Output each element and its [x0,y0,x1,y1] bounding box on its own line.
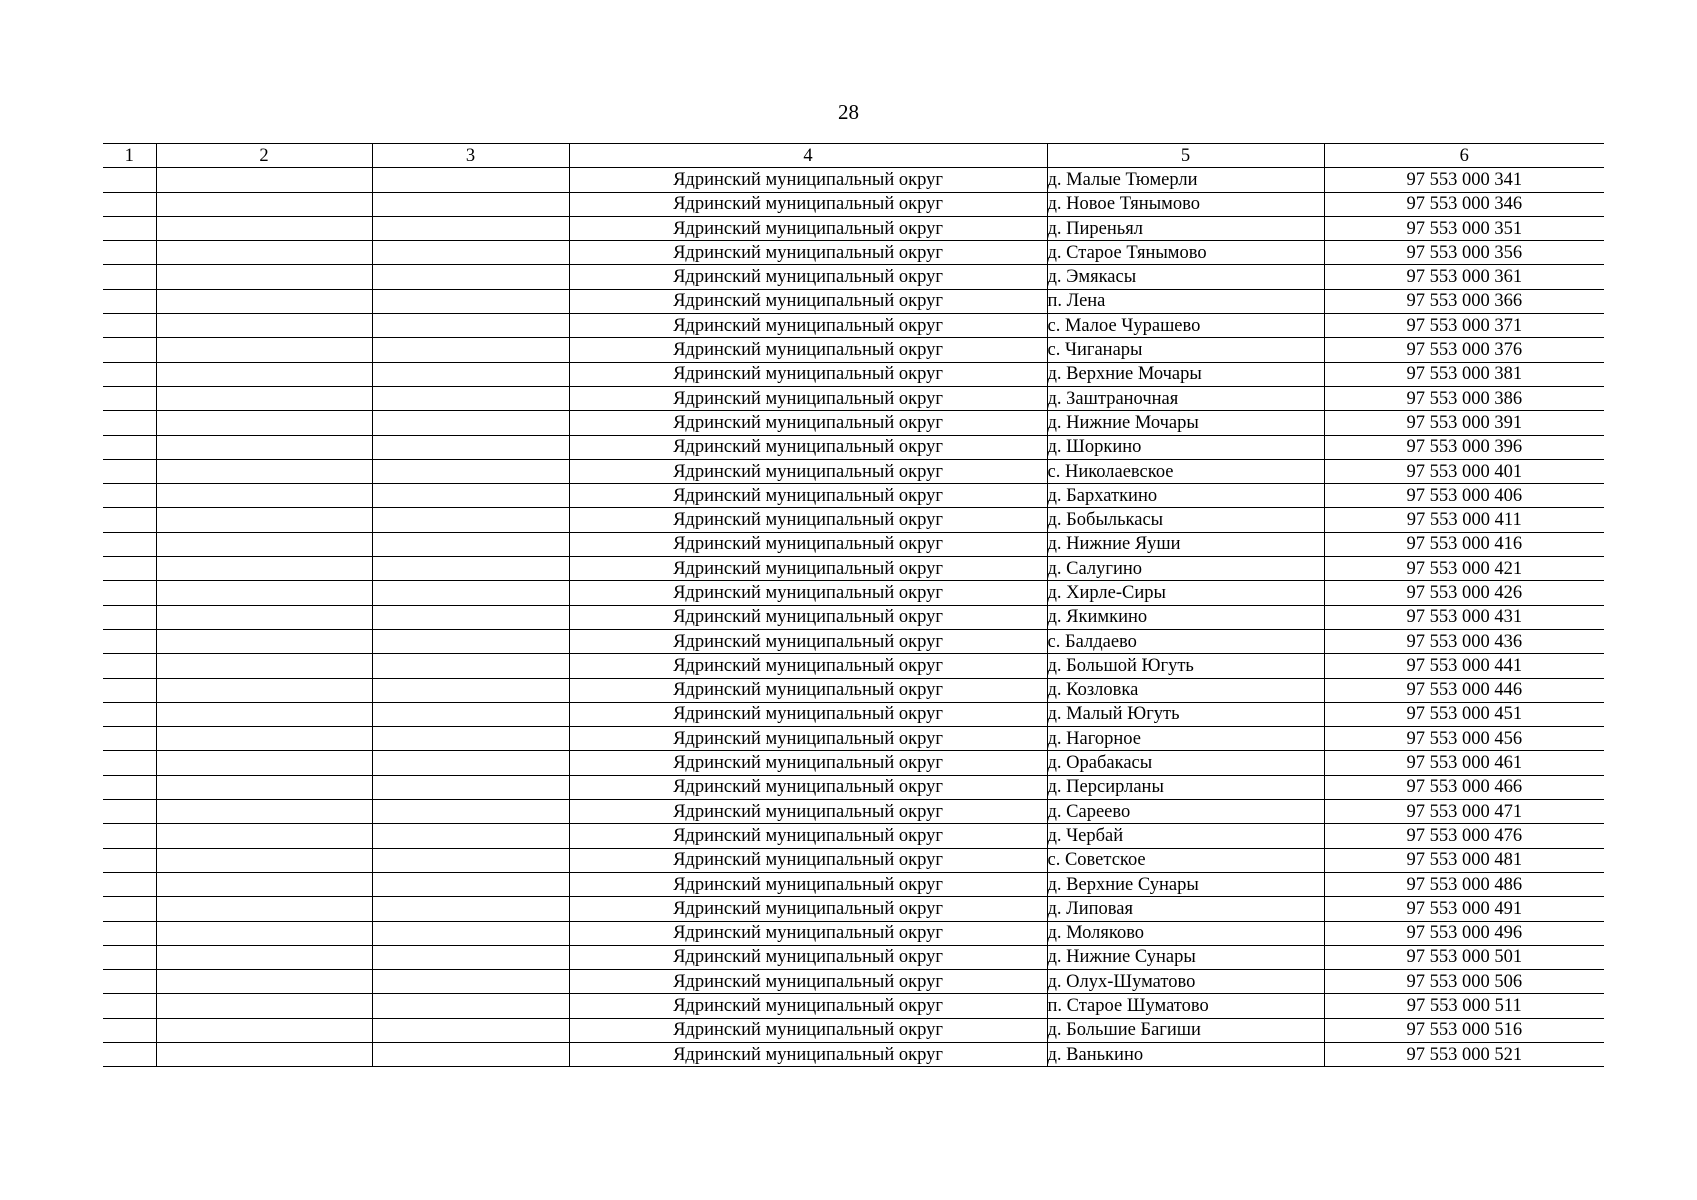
settlement-cell: д. Шоркино [1047,435,1324,459]
settlement-cell: с. Николаевское [1047,459,1324,483]
settlement-cell: д. Малые Тюмерли [1047,168,1324,192]
settlement-cell: д. Моляково [1047,921,1324,945]
column-3-cell [372,289,569,313]
municipality-cell: Ядринский муниципальный округ [569,581,1047,605]
oktmo-code-cell: 97 553 000 486 [1324,872,1604,896]
oktmo-code-cell: 97 553 000 456 [1324,727,1604,751]
column-3-cell [372,994,569,1018]
municipality-cell: Ядринский муниципальный округ [569,435,1047,459]
settlement-cell: с. Балдаево [1047,629,1324,653]
column-2-cell [156,678,372,702]
settlement-cell: д. Ванькино [1047,1042,1324,1066]
column-3-cell [372,484,569,508]
table-row [103,216,1604,240]
oktmo-code-cell: 97 553 000 356 [1324,241,1604,265]
oktmo-code-cell: 97 553 000 496 [1324,921,1604,945]
oktmo-code-cell: 97 553 000 366 [1324,289,1604,313]
table-body [103,168,1604,1067]
column-2-cell [156,629,372,653]
table-row [103,654,1604,678]
municipality-cell: Ядринский муниципальный округ [569,192,1047,216]
column-3-cell [372,557,569,581]
row-number-cell [103,727,156,751]
row-number-cell [103,702,156,726]
row-number-cell [103,411,156,435]
column-3-cell [372,702,569,726]
table-row [103,702,1604,726]
table-row [103,557,1604,581]
municipality-cell: Ядринский муниципальный округ [569,265,1047,289]
column-2-cell [156,557,372,581]
column-2-cell [156,824,372,848]
municipality-cell: Ядринский муниципальный округ [569,605,1047,629]
column-3-cell [372,605,569,629]
column-3-cell [372,265,569,289]
settlement-cell: д. Пиреньял [1047,216,1324,240]
settlement-cell: с. Советское [1047,848,1324,872]
oktmo-code-cell: 97 553 000 481 [1324,848,1604,872]
row-number-cell [103,508,156,532]
row-number-cell [103,848,156,872]
oktmo-code-cell: 97 553 000 446 [1324,678,1604,702]
settlement-cell: п. Старое Шуматово [1047,994,1324,1018]
municipality-cell: Ядринский муниципальный округ [569,702,1047,726]
oktmo-code-cell: 97 553 000 396 [1324,435,1604,459]
municipality-cell: Ядринский муниципальный округ [569,775,1047,799]
column-2-cell [156,581,372,605]
table-row [103,629,1604,653]
column-2-cell [156,265,372,289]
municipality-cell: Ядринский муниципальный округ [569,314,1047,338]
table-header [103,144,1604,168]
municipality-cell: Ядринский муниципальный округ [569,824,1047,848]
column-3-cell [372,362,569,386]
municipality-cell: Ядринский муниципальный округ [569,557,1047,581]
table-row [103,678,1604,702]
column-2-cell [156,970,372,994]
column-2-cell [156,848,372,872]
table-row [103,314,1604,338]
column-2-cell [156,386,372,410]
oktmo-code-cell: 97 553 000 341 [1324,168,1604,192]
municipality-cell: Ядринский муниципальный округ [569,629,1047,653]
page-number: 28 [838,100,859,124]
column-3-cell [372,872,569,896]
column-2-cell [156,751,372,775]
row-number-cell [103,751,156,775]
oktmo-code-cell: 97 553 000 476 [1324,824,1604,848]
column-2-cell [156,775,372,799]
municipality-cell: Ядринский муниципальный округ [569,216,1047,240]
settlement-cell: д. Верхние Сунары [1047,872,1324,896]
oktmo-code-cell: 97 553 000 416 [1324,532,1604,556]
oktmo-code-cell: 97 553 000 461 [1324,751,1604,775]
column-3-cell [372,897,569,921]
column-3-cell [372,824,569,848]
table-row [103,800,1604,824]
row-number-cell [103,678,156,702]
oktmo-code-cell: 97 553 000 371 [1324,314,1604,338]
municipality-cell: Ядринский муниципальный округ [569,1018,1047,1042]
column-3-cell [372,459,569,483]
column-2-cell [156,1018,372,1042]
oktmo-code-cell: 97 553 000 506 [1324,970,1604,994]
column-2-cell [156,289,372,313]
table-row [103,435,1604,459]
table-row [103,338,1604,362]
municipality-cell: Ядринский муниципальный округ [569,411,1047,435]
oktmo-code-cell: 97 553 000 381 [1324,362,1604,386]
column-2-cell [156,362,372,386]
column-2-cell [156,168,372,192]
row-number-cell [103,241,156,265]
municipality-cell: Ядринский муниципальный округ [569,872,1047,896]
column-3-cell [372,411,569,435]
column-2-cell [156,338,372,362]
settlement-cell: д. Нагорное [1047,727,1324,751]
settlement-cell: д. Нижние Яуши [1047,532,1324,556]
column-2-cell [156,872,372,896]
municipality-cell: Ядринский муниципальный округ [569,848,1047,872]
column-2-cell [156,1042,372,1066]
row-number-cell [103,800,156,824]
row-number-cell [103,605,156,629]
column-2-cell [156,605,372,629]
column-3-cell [372,508,569,532]
oktmo-code-cell: 97 553 000 401 [1324,459,1604,483]
column-2-cell [156,945,372,969]
settlement-cell: с. Малое Чурашево [1047,314,1324,338]
column-3-cell [372,945,569,969]
table-row [103,921,1604,945]
column-3-cell [372,192,569,216]
column-3-cell [372,1042,569,1066]
table-row [103,605,1604,629]
table-row [103,897,1604,921]
column-3-cell [372,629,569,653]
municipality-cell: Ядринский муниципальный округ [569,751,1047,775]
oktmo-code-cell: 97 553 000 426 [1324,581,1604,605]
settlement-cell: с. Чиганары [1047,338,1324,362]
row-number-cell [103,216,156,240]
settlement-cell: д. Чербай [1047,824,1324,848]
header-row [103,144,1604,168]
column-3-cell [372,848,569,872]
column-2-cell [156,532,372,556]
oktmo-code-cell: 97 553 000 351 [1324,216,1604,240]
oktmo-code-cell: 97 553 000 386 [1324,386,1604,410]
table-row [103,362,1604,386]
column-3-cell [372,241,569,265]
column-3-cell [372,532,569,556]
table-row [103,168,1604,192]
column-header-4: 4 [569,144,1047,168]
row-number-cell [103,1018,156,1042]
municipality-cell: Ядринский муниципальный округ [569,386,1047,410]
oktmo-code-cell: 97 553 000 421 [1324,557,1604,581]
municipality-cell: Ядринский муниципальный округ [569,168,1047,192]
municipality-cell: Ядринский муниципальный округ [569,897,1047,921]
column-3-cell [372,775,569,799]
table-row [103,945,1604,969]
table-row [103,192,1604,216]
settlement-cell: д. Бархаткино [1047,484,1324,508]
table-row [103,289,1604,313]
settlement-cell: д. Новое Тянымово [1047,192,1324,216]
column-3-cell [372,386,569,410]
row-number-cell [103,994,156,1018]
table-row [103,386,1604,410]
row-number-cell [103,775,156,799]
row-number-cell [103,532,156,556]
oktmo-code-cell: 97 553 000 491 [1324,897,1604,921]
municipality-cell: Ядринский муниципальный округ [569,289,1047,313]
settlement-cell: д. Эмякасы [1047,265,1324,289]
municipality-cell: Ядринский муниципальный округ [569,945,1047,969]
municipality-cell: Ядринский муниципальный округ [569,921,1047,945]
settlement-cell: д. Сареево [1047,800,1324,824]
settlement-cell: д. Нижние Сунары [1047,945,1324,969]
column-3-cell [372,727,569,751]
municipality-cell: Ядринский муниципальный округ [569,994,1047,1018]
row-number-cell [103,314,156,338]
column-2-cell [156,484,372,508]
column-3-cell [372,654,569,678]
settlement-cell: д. Большие Багиши [1047,1018,1324,1042]
oktmo-code-cell: 97 553 000 431 [1324,605,1604,629]
municipality-cell: Ядринский муниципальный округ [569,459,1047,483]
column-2-cell [156,654,372,678]
row-number-cell [103,970,156,994]
municipality-cell: Ядринский муниципальный округ [569,241,1047,265]
column-2-cell [156,314,372,338]
column-2-cell [156,192,372,216]
settlement-cell: д. Персирланы [1047,775,1324,799]
table-row [103,265,1604,289]
column-3-cell [372,1018,569,1042]
oktmo-code-cell: 97 553 000 406 [1324,484,1604,508]
column-2-cell [156,508,372,532]
table-row [103,581,1604,605]
table-row [103,872,1604,896]
settlements-table [103,143,1604,1067]
settlement-cell: д. Малый Югуть [1047,702,1324,726]
municipality-cell: Ядринский муниципальный округ [569,338,1047,362]
municipality-cell: Ядринский муниципальный округ [569,727,1047,751]
row-number-cell [103,362,156,386]
oktmo-code-cell: 97 553 000 376 [1324,338,1604,362]
column-2-cell [156,727,372,751]
table-row [103,751,1604,775]
column-3-cell [372,168,569,192]
table-row [103,459,1604,483]
table-row [103,241,1604,265]
column-3-cell [372,435,569,459]
row-number-cell [103,265,156,289]
oktmo-code-cell: 97 553 000 436 [1324,629,1604,653]
settlement-cell: д. Бобылькасы [1047,508,1324,532]
row-number-cell [103,1042,156,1066]
column-header-2: 2 [156,144,372,168]
settlement-cell: д. Якимкино [1047,605,1324,629]
oktmo-code-cell: 97 553 000 516 [1324,1018,1604,1042]
table-row [103,484,1604,508]
column-3-cell [372,970,569,994]
row-number-cell [103,484,156,508]
row-number-cell [103,386,156,410]
settlement-cell: д. Нижние Мочары [1047,411,1324,435]
column-2-cell [156,921,372,945]
row-number-cell [103,459,156,483]
oktmo-code-cell: 97 553 000 361 [1324,265,1604,289]
table-row [103,848,1604,872]
oktmo-code-cell: 97 553 000 511 [1324,994,1604,1018]
table-row [103,970,1604,994]
oktmo-code-cell: 97 553 000 411 [1324,508,1604,532]
settlement-cell: д. Хирле-Сиры [1047,581,1324,605]
column-2-cell [156,241,372,265]
column-2-cell [156,216,372,240]
column-3-cell [372,800,569,824]
column-2-cell [156,435,372,459]
column-header-3: 3 [372,144,569,168]
municipality-cell: Ядринский муниципальный округ [569,508,1047,532]
row-number-cell [103,168,156,192]
settlement-cell: д. Салугино [1047,557,1324,581]
municipality-cell: Ядринский муниципальный округ [569,654,1047,678]
row-number-cell [103,192,156,216]
column-3-cell [372,678,569,702]
table-row [103,727,1604,751]
column-2-cell [156,459,372,483]
municipality-cell: Ядринский муниципальный округ [569,800,1047,824]
table-row [103,411,1604,435]
column-3-cell [372,216,569,240]
settlement-cell: п. Лена [1047,289,1324,313]
column-3-cell [372,338,569,362]
settlement-cell: д. Старое Тянымово [1047,241,1324,265]
column-2-cell [156,411,372,435]
column-3-cell [372,314,569,338]
column-2-cell [156,994,372,1018]
column-3-cell [372,751,569,775]
settlement-cell: д. Козловка [1047,678,1324,702]
column-3-cell [372,581,569,605]
settlement-cell: д. Большой Югуть [1047,654,1324,678]
municipality-cell: Ядринский муниципальный округ [569,532,1047,556]
settlement-cell: д. Липовая [1047,897,1324,921]
table-row [103,532,1604,556]
oktmo-code-cell: 97 553 000 466 [1324,775,1604,799]
column-2-cell [156,897,372,921]
settlement-cell: д. Олух-Шуматово [1047,970,1324,994]
row-number-cell [103,629,156,653]
oktmo-code-cell: 97 553 000 521 [1324,1042,1604,1066]
settlement-cell: д. Заштраночная [1047,386,1324,410]
oktmo-code-cell: 97 553 000 501 [1324,945,1604,969]
column-header-1: 1 [103,144,156,168]
oktmo-code-cell: 97 553 000 441 [1324,654,1604,678]
table-row [103,1018,1604,1042]
oktmo-code-cell: 97 553 000 451 [1324,702,1604,726]
settlement-cell: д. Орабакасы [1047,751,1324,775]
column-2-cell [156,702,372,726]
row-number-cell [103,872,156,896]
column-2-cell [156,800,372,824]
row-number-cell [103,289,156,313]
row-number-cell [103,581,156,605]
table-row [103,824,1604,848]
municipality-cell: Ядринский муниципальный округ [569,362,1047,386]
municipality-cell: Ядринский муниципальный округ [569,970,1047,994]
table-row [103,1042,1604,1066]
municipality-cell: Ядринский муниципальный округ [569,484,1047,508]
column-header-5: 5 [1047,144,1324,168]
oktmo-code-cell: 97 553 000 471 [1324,800,1604,824]
column-header-6: 6 [1324,144,1604,168]
table-row [103,775,1604,799]
row-number-cell [103,897,156,921]
municipality-cell: Ядринский муниципальный округ [569,1042,1047,1066]
row-number-cell [103,338,156,362]
oktmo-code-cell: 97 553 000 391 [1324,411,1604,435]
municipality-cell: Ядринский муниципальный округ [569,678,1047,702]
table-row [103,508,1604,532]
row-number-cell [103,654,156,678]
row-number-cell [103,557,156,581]
column-3-cell [372,921,569,945]
row-number-cell [103,945,156,969]
row-number-cell [103,435,156,459]
row-number-cell [103,921,156,945]
oktmo-code-cell: 97 553 000 346 [1324,192,1604,216]
settlement-cell: д. Верхние Мочары [1047,362,1324,386]
table-row [103,994,1604,1018]
row-number-cell [103,824,156,848]
